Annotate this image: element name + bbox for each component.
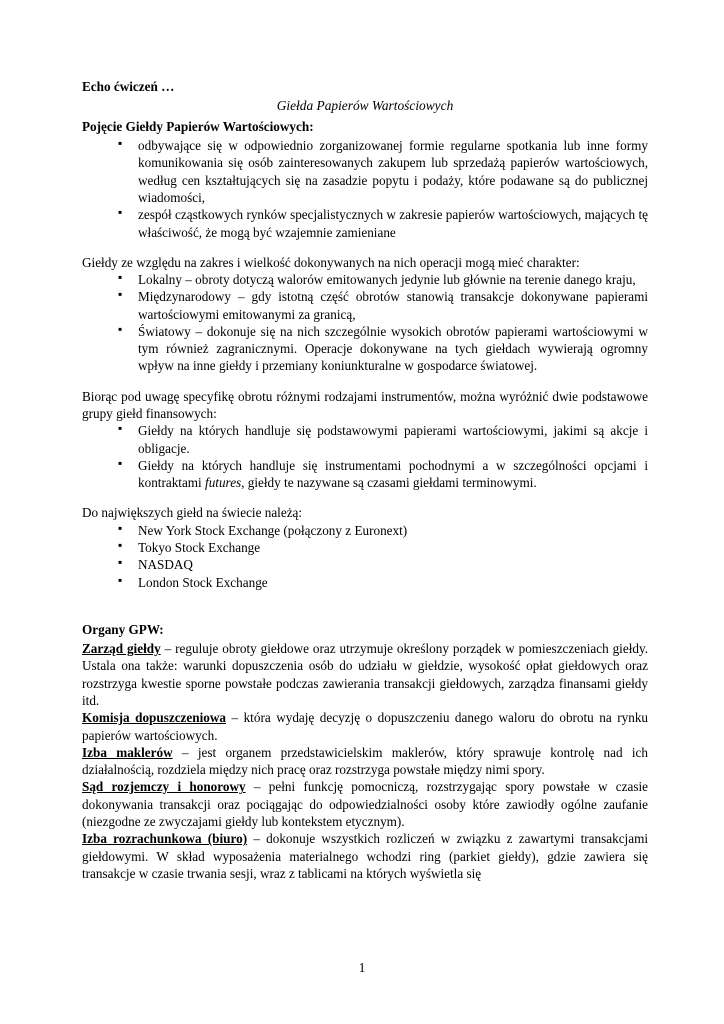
definition-text: – reguluje obroty giełdowe oraz utrzymuje określony porządek w pomieszczeniach giełdy. Ustala ona także: warunki dopuszczenia osób do udziału w giełdzie, wysokość opłat giełdowych oraz rozstrzyga kwestie sporne powstałe podczas zawierania transakcji giełdowych, zarządza finansami giełdy itd. [82, 641, 648, 708]
list-item-text-pre: Giełdy na których handluje się instrumentami pochodnymi a w szczególności opcjami i kontraktami [138, 457, 648, 491]
section3-bullet-list [82, 422, 648, 491]
section1-heading: Pojęcie Giełdy Papierów Wartościowych: [82, 118, 314, 134]
definition-term: Komisja dopuszczeniowa [82, 710, 226, 726]
section3-lead: Biorąc pod uwagę specyfikę obrotu różnymi rodzajami instrumentów, można wyróżnić dwie podstawowe grupy giełd finansowych: [82, 388, 648, 422]
definition-text: – która wydaję decyzję o dopuszczeniu danego waloru do obrotu na rynku papierów wartościowych. [82, 710, 649, 743]
header-note: Echo ćwiczeń … [82, 79, 175, 94]
list-item: ▪ Światowy – dokonuje się na nich szczególnie wysokich obrotów papierami wartościowymi w tym również zagranicznymi. Operacje dokonywane na tych giełdach wywierają ogromny wpływ na inne giełdy i przemiany koniunkturalne w gospodarce światowej. [118, 323, 648, 375]
list-item: ▪ NASDAQ [118, 556, 648, 573]
list-item: ▪ Giełdy na których handluje się podstawowymi papierami wartościowymi, jakimi są akcje i obligacje. [118, 422, 648, 457]
section4-bullet-list [82, 522, 648, 591]
list-item: ▪ zespół cząstkowych rynków specjalistycznych w zakresie papierów wartościowych, mających tę właściwość, że mogą być wzajemnie zamieniane [118, 206, 648, 241]
section1-bullet-list [82, 137, 648, 241]
section5-heading: Organy GPW: [82, 621, 164, 637]
list-item-text-post: , giełdy te nazywane są czasami giełdami terminowymi. [241, 475, 537, 491]
section2-lead: Giełdy ze względu na zakres i wielkość dokonywanych na nich operacji mogą mieć charakter: [82, 254, 580, 270]
list-item: ▪ London Stock Exchange [118, 574, 648, 591]
definition-item [82, 709, 648, 744]
list-item: ▪ Międzynarodowy – gdy istotną część obrotów stanowią transakcje dokonywane papierami wartościowymi emitowanymi za granicą, [118, 288, 648, 323]
document-title: Giełda Papierów Wartościowych [276, 98, 454, 114]
list-item: ▪ Tokyo Stock Exchange [118, 539, 648, 556]
definition-item [82, 744, 648, 779]
list-item: ▪ Lokalny – obroty dotyczą walorów emitowanych jedynie lub głównie na terenie danego kraju, [118, 271, 648, 288]
page-number: 1 [358, 960, 366, 975]
definition-text: – dokonuje wszystkich rozliczeń w związku z zawartymi transakcjami giełdowymi. W skład wyposażenia materialnego wchodzi ring (parkiet giełdy), gdzie zawiera się transakcje w czasie trwania sesji, wraz z tablicami na których wyświetla się [82, 831, 648, 881]
definition-term: Zarząd giełdy [82, 641, 161, 657]
list-item [118, 457, 648, 492]
definition-text: – pełni funkcję pomocniczą, rozstrzygając spory powstałe w czasie dokonywania transakcji oraz pociągając do odpowiedzialności osoby które zawiodły ogólne zaufanie (niezgodne ze zwyczajami giełdy lub kontekstem etycznym). [82, 779, 649, 829]
document-body [82, 78, 648, 882]
list-item: ▪ New York Stock Exchange (połączony z Euronext) [118, 522, 648, 539]
definition-item [82, 778, 648, 830]
definition-term: Sąd rozjemczy i honorowy [82, 779, 246, 795]
section4-lead: Do największych giełd na świecie należą: [82, 505, 303, 521]
list-item: ▪ odbywające się w odpowiednio zorganizowanej formie regularne spotkania lub inne formy komunikowania się osób zainteresowanych zakupem lub sprzedażą papierów wartościowych, według cen kształtujących się na zasadzie popytu i podaży, które podawane są do publicznej wiadomości, [118, 137, 648, 206]
definition-term: Izba maklerów [82, 744, 173, 760]
section5-definitions [82, 640, 648, 882]
definition-item [82, 830, 648, 882]
definition-term: Izba rozrachunkowa (biuro) [82, 831, 248, 847]
list-item-text-italic: futures [205, 475, 242, 491]
definition-item [82, 640, 648, 709]
section2-bullet-list [82, 271, 648, 375]
definition-text: – jest organem przedstawicielskim maklerów, który sprawuje kontrolę nad ich działalnością, rozdziela między nich pracę oraz rozstrzyga powstałe między nimi spory. [82, 744, 648, 778]
